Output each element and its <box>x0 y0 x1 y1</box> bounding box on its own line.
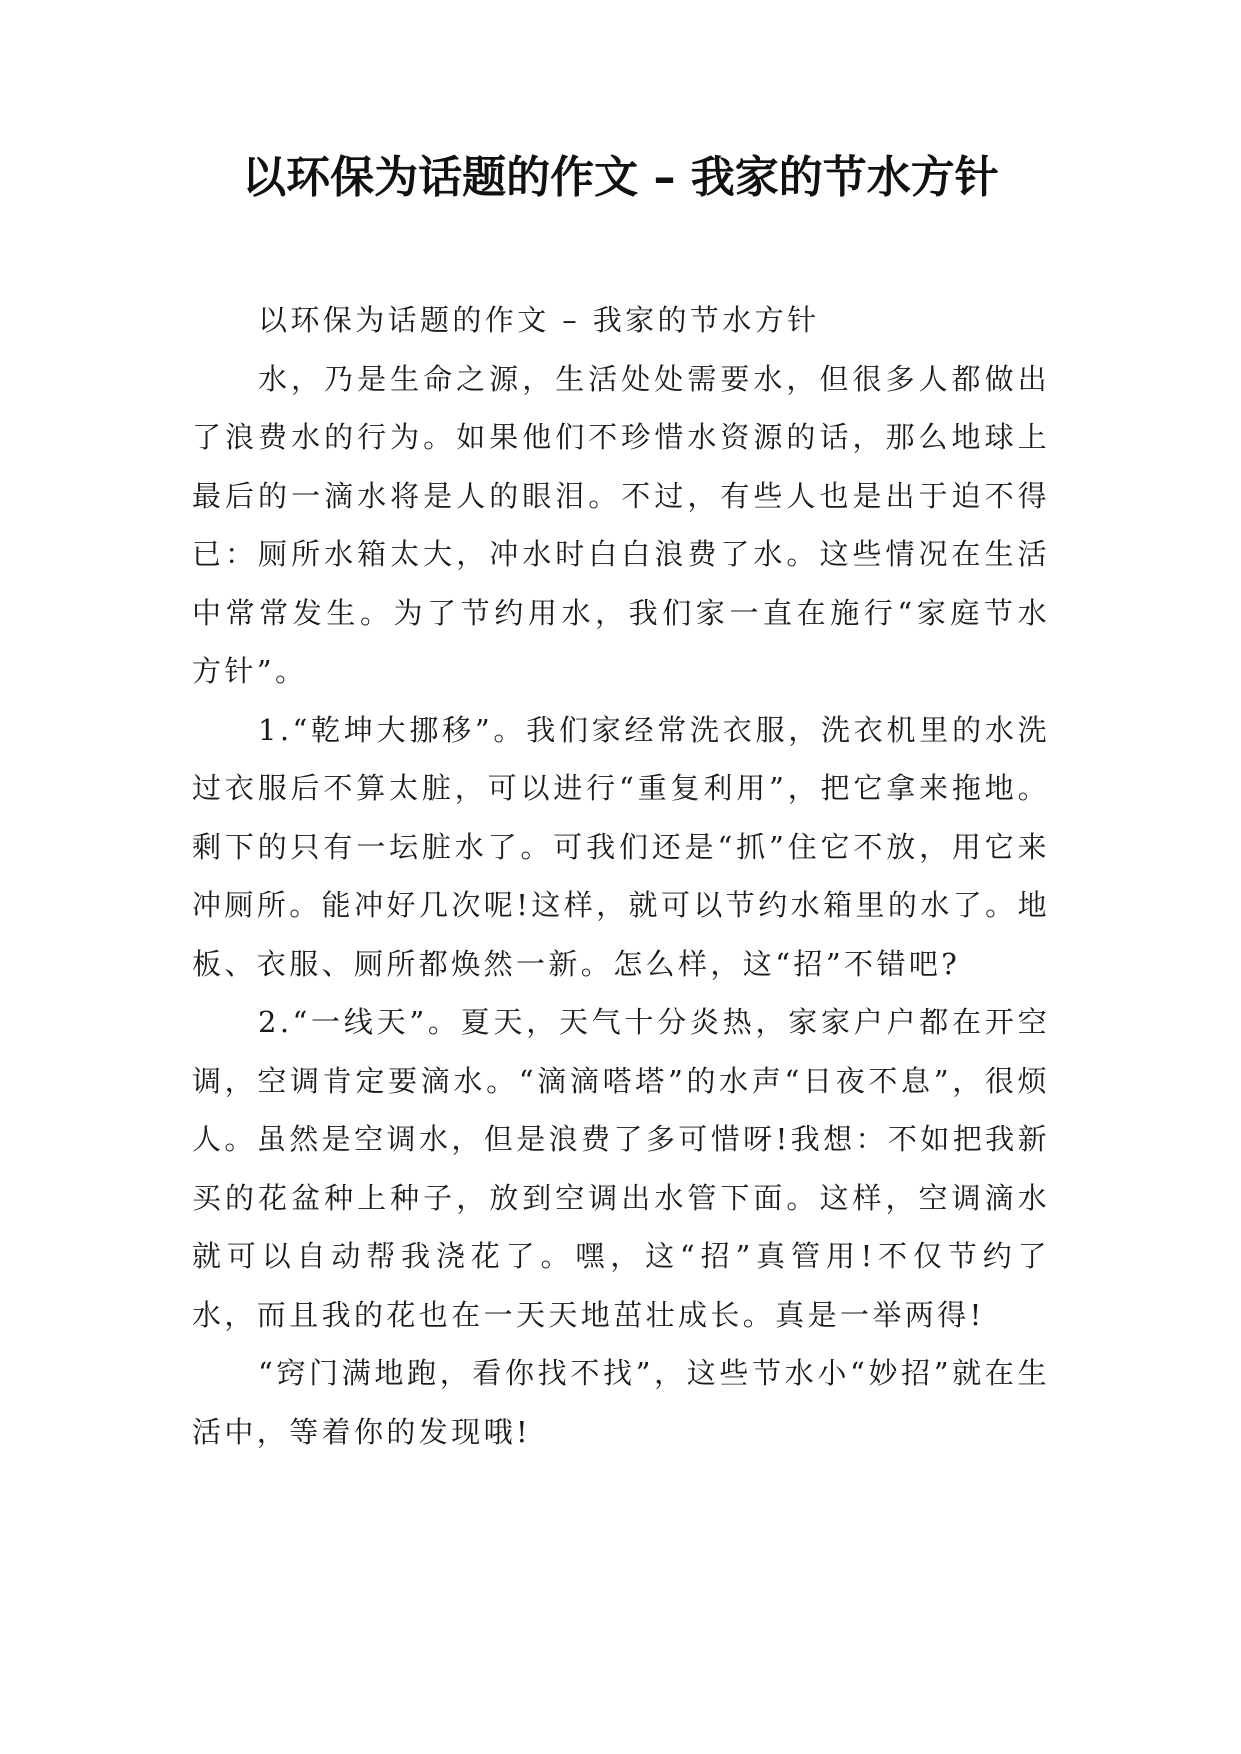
intro-paragraph: 水，乃是生命之源，生活处处需要水，但很多人都做出了浪费水的行为。如果他们不珍惜水资源的话，那么地球上最后的一滴水将是人的眼泪。不过，有些人也是出于迫不得已：厕所水箱太大，冲水时白白浪费了水。这些情况在生活中常常发生。为了节约用水，我们家一直在施行“家庭节水方针”。 <box>192 361 1050 688</box>
tip-2-paragraph: 2.“一线天”。夏天，天气十分炎热，家家户户都在开空调，空调肯定要滴水。“滴滴嗒塔”的水声“日夜不息”，很烦人。虽然是空调水，但是浪费了多可惜呀!我想：不如把我新买的花盆种上种子，放到空调出水管下面。这样，空调滴水就可以自动帮我浇花了。嘿，这“招”真管用!不仅节约了水，而且我的花也在一天天地茁壮成长。真是一举两得! <box>192 1005 1050 1332</box>
document-body <box>192 291 1050 1461</box>
tip-1-paragraph: 1.“乾坤大挪移”。我们家经常洗衣服，洗衣机里的水洗过衣服后不算太脏，可以进行“重复利用”，把它拿来拖地。剩下的只有一坛脏水了。可我们还是“抓”住它不放，用它来冲厕所。能冲好几次呢!这样，就可以节约水箱里的水了。地板、衣服、厕所都焕然一新。怎么样，这“招”不错吧? <box>192 712 1050 981</box>
document-title: 以环保为话题的作文 – 我家的节水方针 <box>242 152 999 203</box>
conclusion-paragraph: “窍门满地跑，看你找不找”，这些节水小“妙招”就在生活中，等着你的发现哦! <box>192 1356 1050 1449</box>
subtitle-paragraph: 以环保为话题的作文 – 我家的节水方针 <box>258 303 820 337</box>
